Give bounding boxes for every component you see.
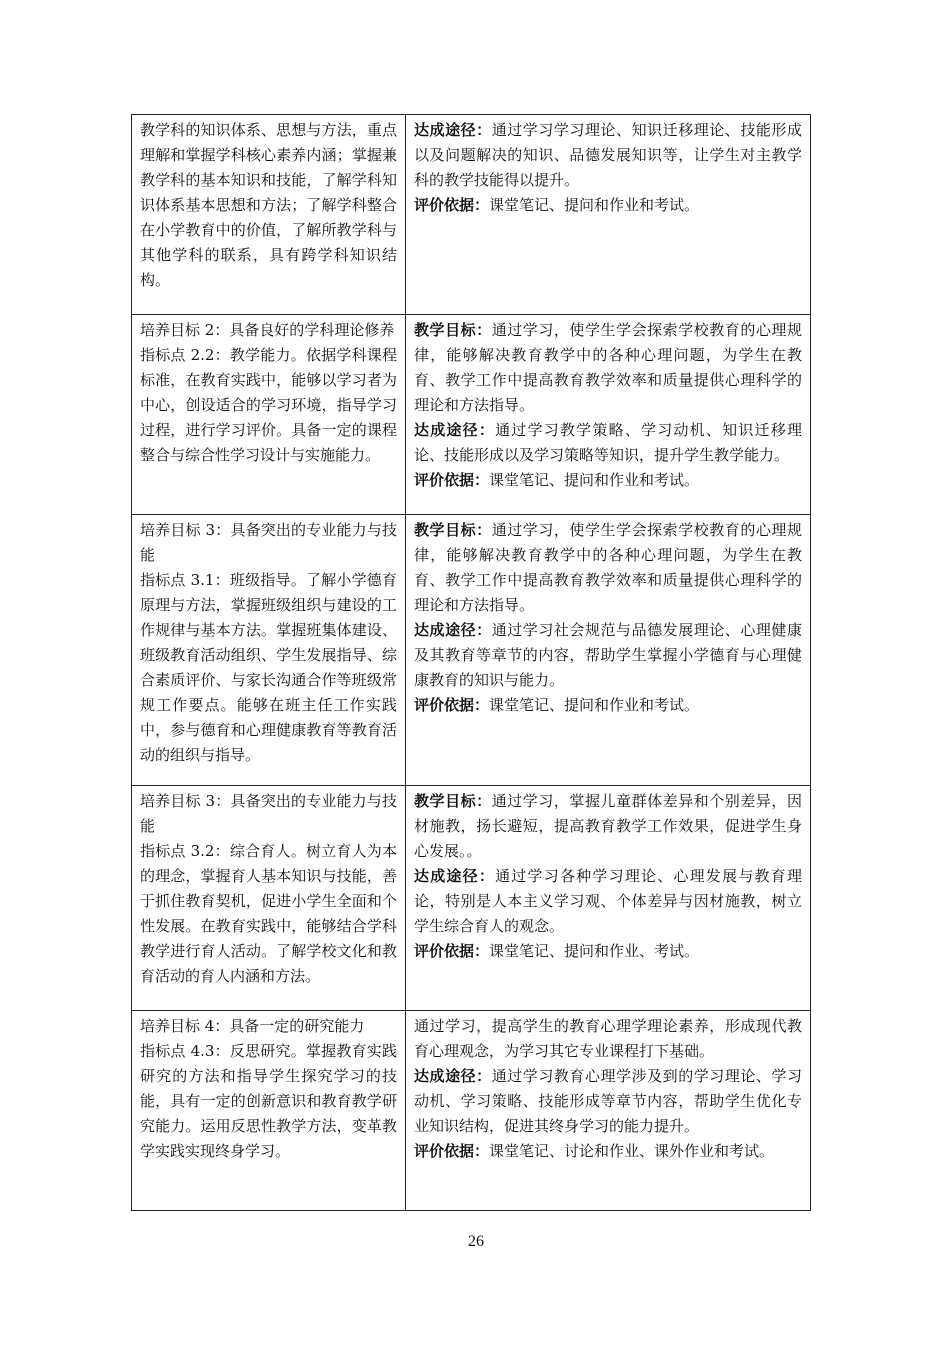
goal-cell xyxy=(132,1011,406,1211)
method-text: 通过学习，使学生学会探索学校教育的心理规律，能够解决教育教学中的各种心理问题，为学生在教育、教学工作中提高教育教学效率和质量提供心理科学的理论和方法指导。 xyxy=(414,521,802,614)
method-paragraph xyxy=(414,118,802,193)
method-cell xyxy=(406,115,811,315)
table-row xyxy=(132,1011,811,1211)
goal-title: 培养目标 4：具备一定的研究能力 xyxy=(140,1017,365,1035)
goal-title: 培养目标 2：具备良好的学科理论修养 xyxy=(140,321,395,339)
method-paragraph xyxy=(414,864,802,939)
method-text: 课堂笔记、提问和作业和考试。 xyxy=(489,471,700,489)
method-paragraph xyxy=(414,1139,802,1164)
page-number: 26 xyxy=(468,1233,484,1250)
method-text: 通过学习，掌握儿童群体差异和个别差异，因材施教，扬长避短，提高教育教学工作效果，促进学生身心发展。。 xyxy=(414,792,802,860)
method-label: 评价依据： xyxy=(414,196,490,214)
goal-cell xyxy=(132,786,406,1011)
method-text: 课堂笔记、提问和作业和考试。 xyxy=(489,696,700,714)
table-row xyxy=(132,315,811,515)
method-text: 通过学习教学策略、学习动机、知识迁移理论、技能形成以及学习策略等知识，提升学生教学能力。 xyxy=(414,421,802,464)
method-label: 达成途径： xyxy=(414,121,492,139)
table-row xyxy=(132,786,811,1011)
table-row xyxy=(132,515,811,786)
outcomes-table-container xyxy=(131,114,811,1211)
method-label: 达成途径： xyxy=(414,867,496,885)
method-text: 通过学习各种学习理论、心理发展与教育理论，特别是人本主义学习观、个体差异与因材施教，树立学生综合育人的观念。 xyxy=(414,867,802,935)
method-label: 教学目标： xyxy=(414,792,492,810)
method-text: 通过学习教育心理学涉及到的学习理论、学习动机、学习策略、技能形成等章节内容，帮助学生优化专业知识结构，促进其终身学习的能力提升。 xyxy=(414,1067,802,1135)
method-text: 课堂笔记、提问和作业和考试。 xyxy=(489,196,700,214)
method-paragraph xyxy=(414,789,802,864)
indicator-text: 指标点 2.2：教学能力。依据学科课程标准，在教育实践中，能够以学习者为中心，创设适合的学习环境，指导学习过程，进行学习评价。具备一定的课程整合与综合性学习设计与实施能力。 xyxy=(140,346,397,464)
goal-cell xyxy=(132,115,406,315)
method-paragraph xyxy=(414,418,802,468)
method-text: 课堂笔记、提问和作业、考试。 xyxy=(489,942,700,960)
method-paragraph xyxy=(414,193,802,218)
indicator-text: 教学科的知识体系、思想与方法，重点理解和掌握学科核心素养内涵；掌握兼教学科的基本知识和技能，了解学科知识体系基本思想和方法；了解学科整合在小学教育中的价值，了解所教学科与其他学科的联系，具有跨学科知识结构。 xyxy=(140,121,397,289)
method-cell xyxy=(406,515,811,786)
method-paragraph xyxy=(414,693,802,718)
method-text: 通过学习，提高学生的教育心理学理论素养，形成现代教育心理观念，为学习其它专业课程打下基础。 xyxy=(414,1017,802,1060)
indicator-text: 指标点 4.3：反思研究。掌握教育实践研究的方法和指导学生探究学习的技能，具有一定的创新意识和教育教学研究能力。运用反思性教学方法，变革教学实践实现终身学习。 xyxy=(140,1042,397,1160)
indicator-text: 指标点 3.2：综合育人。树立育人为本的理念，掌握育人基本知识与技能，善于抓住教育契机，促进小学生全面和个性发展。在教育实践中，能够结合学科教学进行育人活动。了解学校文化和教育活动的育人内涵和方法。 xyxy=(140,842,397,985)
method-paragraph xyxy=(414,939,802,964)
method-paragraph xyxy=(414,468,802,493)
method-text: 通过学习学习理论、知识迁移理论、技能形成以及问题解决的知识、品德发展知识等，让学生对主教学科的教学技能得以提升。 xyxy=(414,121,802,189)
goal-title: 培养目标 3：具备突出的专业能力与技能 xyxy=(140,792,397,835)
method-label: 评价依据： xyxy=(414,471,490,489)
method-label: 达成途径： xyxy=(414,421,496,439)
method-paragraph xyxy=(414,1064,802,1139)
method-cell xyxy=(406,786,811,1011)
method-label: 评价依据： xyxy=(414,942,490,960)
indicator-text: 指标点 3.1：班级指导。了解小学德育原理与方法，掌握班级组织与建设的工作规律与基本方法。掌握班集体建设、班级教育活动组织、学生发展指导、综合素质评价、与家长沟通合作等班级常规工作要点。能够在班主任工作实践中，参与德育和心理健康教育等教育活动的组织与指导。 xyxy=(140,571,397,764)
method-label: 评价依据： xyxy=(414,1142,490,1160)
method-label: 教学目标： xyxy=(414,321,492,339)
method-cell xyxy=(406,315,811,515)
method-text: 通过学习，使学生学会探索学校教育的心理规律，能够解决教育教学中的各种心理问题，为学生在教育、教学工作中提高教育教学效率和质量提供心理科学的理论和方法指导。 xyxy=(414,321,802,414)
outcomes-table xyxy=(131,114,811,1211)
method-paragraph xyxy=(414,1014,802,1064)
method-text: 通过学习社会规范与品德发展理论、心理健康及其教育等章节的内容，帮助学生掌握小学德育与心理健康教育的知识与能力。 xyxy=(414,621,802,689)
method-label: 达成途径： xyxy=(414,1067,492,1085)
table-row xyxy=(132,115,811,315)
method-label: 评价依据： xyxy=(414,696,490,714)
method-paragraph xyxy=(414,518,802,618)
method-cell xyxy=(406,1011,811,1211)
method-label: 教学目标： xyxy=(414,521,492,539)
goal-cell xyxy=(132,515,406,786)
method-text: 课堂笔记、讨论和作业、课外作业和考试。 xyxy=(489,1142,775,1160)
goal-cell xyxy=(132,315,406,515)
method-paragraph xyxy=(414,618,802,693)
method-paragraph xyxy=(414,318,802,418)
goal-title: 培养目标 3：具备突出的专业能力与技能 xyxy=(140,521,397,564)
method-label: 达成途径： xyxy=(414,621,492,639)
